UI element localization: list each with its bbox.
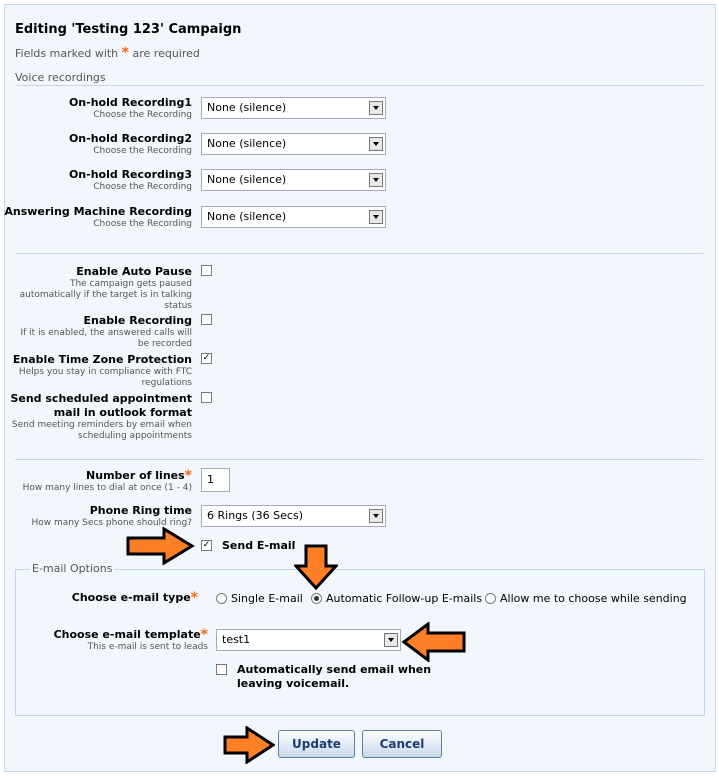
onhold-recording3-select[interactable]: None (silence)	[201, 169, 386, 191]
timezone-label: Enable Time Zone Protection Helps you stay in compliance with FTC regulations	[12, 353, 192, 388]
page-title: Editing 'Testing 123' Campaign	[15, 22, 242, 37]
recording-label: Enable Recording If it is enabled, the answered calls will be recorded	[20, 314, 192, 349]
divider	[15, 459, 703, 460]
required-star-icon: *	[200, 627, 208, 643]
followup-emails-label[interactable]: Automatic Follow-up E-mails	[326, 592, 483, 605]
send-email-label: Send E-mail	[222, 539, 296, 552]
arrow-right-icon	[126, 527, 196, 565]
update-button[interactable]: Update	[278, 730, 355, 758]
onhold-recording1-label: On-hold Recording1 Choose the Recording	[68, 96, 192, 120]
single-email-label[interactable]: Single E-mail	[231, 592, 303, 605]
arrow-down-icon	[294, 544, 338, 590]
voicemail-email-checkbox[interactable]	[216, 664, 227, 675]
divider	[15, 253, 703, 254]
appointment-label: Send scheduled appointment mail in outlook format Send meeting reminders by email when scheduling appointments	[10, 392, 192, 441]
chevron-down-icon[interactable]	[369, 137, 383, 151]
email-template-label: Choose e-mail template* This e-mail is sent to leads	[53, 627, 208, 652]
required-star-icon: *	[184, 468, 192, 484]
email-options-legend: E-mail Options	[32, 562, 113, 575]
arrow-left-icon	[402, 622, 466, 662]
cancel-button[interactable]: Cancel	[362, 730, 442, 758]
auto-pause-label: Enable Auto Pause The campaign gets paused automatically if the target is in talking status	[19, 265, 192, 311]
answering-machine-select[interactable]: None (silence)	[201, 206, 386, 228]
arrow-right-icon	[223, 726, 275, 764]
onhold-recording3-label: On-hold Recording3 Choose the Recording	[68, 168, 192, 192]
lines-input[interactable]: 1	[201, 468, 230, 492]
auto-pause-checkbox[interactable]	[201, 265, 212, 276]
voice-section-label: Voice recordings	[15, 71, 106, 84]
timezone-checkbox[interactable]	[201, 353, 212, 364]
chevron-down-icon[interactable]	[369, 509, 383, 523]
appointment-checkbox[interactable]	[201, 392, 212, 403]
lines-label: Number of lines* How many lines to dial at once (1 - 4)	[22, 468, 192, 493]
single-email-radio[interactable]	[216, 593, 227, 604]
required-note	[15, 45, 200, 61]
choose-while-sending-label[interactable]: Allow me to choose while sending	[500, 592, 687, 605]
ring-time-label: Phone Ring time How many Secs phone should ring?	[31, 504, 192, 528]
onhold-recording1-select[interactable]: None (silence)	[201, 97, 386, 119]
voicemail-email-label: Automatically send email when leaving voicemail.	[237, 663, 432, 690]
required-suffix: are required	[132, 47, 200, 60]
required-star-icon: *	[190, 590, 198, 606]
required-prefix: Fields marked with	[15, 47, 119, 60]
chevron-down-icon[interactable]	[369, 210, 383, 224]
email-template-select[interactable]: test1	[216, 629, 401, 651]
chevron-down-icon[interactable]	[384, 633, 398, 647]
send-email-checkbox[interactable]	[201, 540, 212, 551]
followup-emails-radio[interactable]	[311, 593, 322, 604]
onhold-recording2-select[interactable]: None (silence)	[201, 133, 386, 155]
required-star-icon: *	[121, 45, 129, 61]
check-icon: ✓	[202, 540, 211, 550]
recording-checkbox[interactable]	[201, 314, 212, 325]
answering-machine-label: Answering Machine Recording Choose the Recording	[4, 205, 192, 229]
check-icon: ✓	[202, 353, 211, 363]
chevron-down-icon[interactable]	[369, 101, 383, 115]
onhold-recording2-label: On-hold Recording2 Choose the Recording	[68, 132, 192, 156]
choose-while-sending-radio[interactable]	[485, 593, 496, 604]
divider	[15, 85, 703, 86]
email-type-label: Choose e-mail type*	[71, 590, 198, 606]
chevron-down-icon[interactable]	[369, 173, 383, 187]
ring-time-select[interactable]: 6 Rings (36 Secs)	[201, 505, 386, 527]
